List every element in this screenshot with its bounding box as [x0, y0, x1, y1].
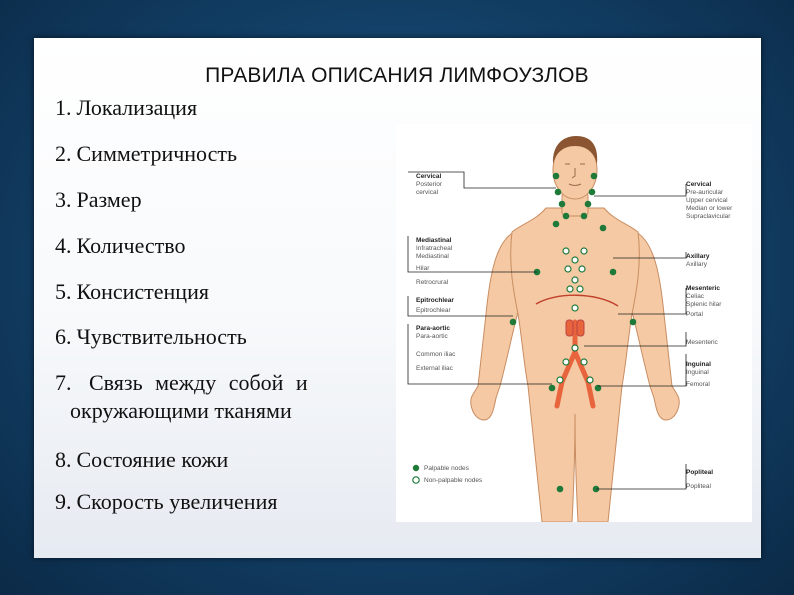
label-mediastinal: Mediastinal — [416, 237, 452, 244]
legend-palpable-label: Palpable nodes — [424, 465, 469, 472]
legend-palpable-marker — [413, 465, 419, 471]
left-labels — [416, 173, 456, 372]
label-upper-cervical: Upper cervical — [686, 197, 728, 204]
rule-item — [55, 186, 142, 214]
rule-text: Консистенция — [76, 279, 209, 304]
lymph-node-figure — [396, 124, 752, 522]
label-portal: Portal — [686, 311, 703, 318]
label-popliteal-sub: Popliteal — [686, 483, 711, 490]
rule-item — [55, 278, 209, 306]
slide-title: ПРАВИЛА ОПИСАНИЯ ЛИМФОУЗЛОВ — [205, 64, 589, 87]
rule-number: 6. — [55, 324, 72, 349]
rule-text: Количество — [76, 233, 186, 258]
rule-text: Состояние кожи — [76, 447, 229, 472]
rule-text: Симметричность — [76, 141, 238, 166]
label-common-iliac: Common iliac — [416, 351, 456, 358]
rule-item — [55, 446, 228, 474]
rule-text: Скорость увеличения — [76, 489, 278, 514]
rule-text: Размер — [76, 187, 142, 212]
rule-text: Связь между собой и — [76, 370, 308, 395]
rule-item — [55, 323, 247, 351]
rule-text: Чувствительность — [76, 324, 247, 349]
legend-non-palpable-marker — [413, 477, 419, 483]
rule-number: 2. — [55, 141, 72, 166]
legend-non-palpable-label: Non-palpable nodes — [424, 477, 483, 484]
rule-item — [55, 94, 197, 122]
label-epitrochlear-sub: Epitrochlear — [416, 307, 451, 314]
rule-item — [55, 488, 277, 516]
label-para-aortic-sub: Para-aortic — [416, 333, 448, 340]
rule-number: 4. — [55, 233, 72, 258]
rule-item — [55, 232, 186, 260]
label-pre-auricular: Pre-auricular — [686, 189, 724, 196]
label-femoral: Femoral — [686, 381, 710, 388]
label-inguinal: Inguinal — [686, 361, 711, 368]
rule-text-continued: окружающими тканями — [70, 398, 292, 423]
label-axillary-sub: Axillary — [686, 261, 707, 268]
rule-text: Локализация — [76, 95, 198, 120]
label-cervical-left: Cervical — [416, 173, 442, 180]
rule-number: 8. — [55, 447, 72, 472]
label-cervical-right: Cervical — [686, 181, 712, 188]
lymph-node-diagram — [396, 124, 752, 522]
rule-number: 3. — [55, 187, 72, 212]
label-celiac: Celiac — [686, 293, 705, 300]
label-popliteal: Popliteal — [686, 469, 714, 476]
label-median-lower: Median or lower — [686, 205, 733, 212]
label-infratracheal: Infratracheal — [416, 245, 453, 252]
rule-item — [55, 369, 308, 425]
label-hilar: Hilar — [416, 265, 430, 272]
legend — [413, 465, 483, 484]
label-mediastinal-sub: Mediastinal — [416, 253, 449, 260]
kidney-right — [577, 320, 584, 336]
label-splenic-hilar: Splenic hilar — [686, 301, 722, 308]
label-external-iliac: External iliac — [416, 365, 453, 372]
rule-number: 1. — [55, 95, 72, 120]
label-epitrochlear: Epitrochlear — [416, 297, 454, 304]
label-posterior: Posterior — [416, 181, 443, 188]
rule-number: 9. — [55, 489, 72, 514]
label-cervical-sub: cervical — [416, 189, 439, 196]
label-inguinal-sub: Inguinal — [686, 369, 709, 376]
label-mesenteric: Mesenteric — [686, 285, 720, 292]
rule-number: 5. — [55, 279, 72, 304]
label-supraclavicular: Supraclavicular — [686, 213, 731, 220]
label-mesenteric-sub: Mesenteric — [686, 339, 718, 346]
label-para-aortic: Para-aortic — [416, 325, 450, 332]
kidney-left — [566, 320, 573, 336]
rule-item — [55, 140, 237, 168]
label-retrocrural: Retrocrural — [416, 279, 449, 286]
rule-number: 7. — [55, 370, 72, 395]
label-axillary: Axillary — [686, 253, 710, 260]
right-labels — [686, 181, 733, 490]
